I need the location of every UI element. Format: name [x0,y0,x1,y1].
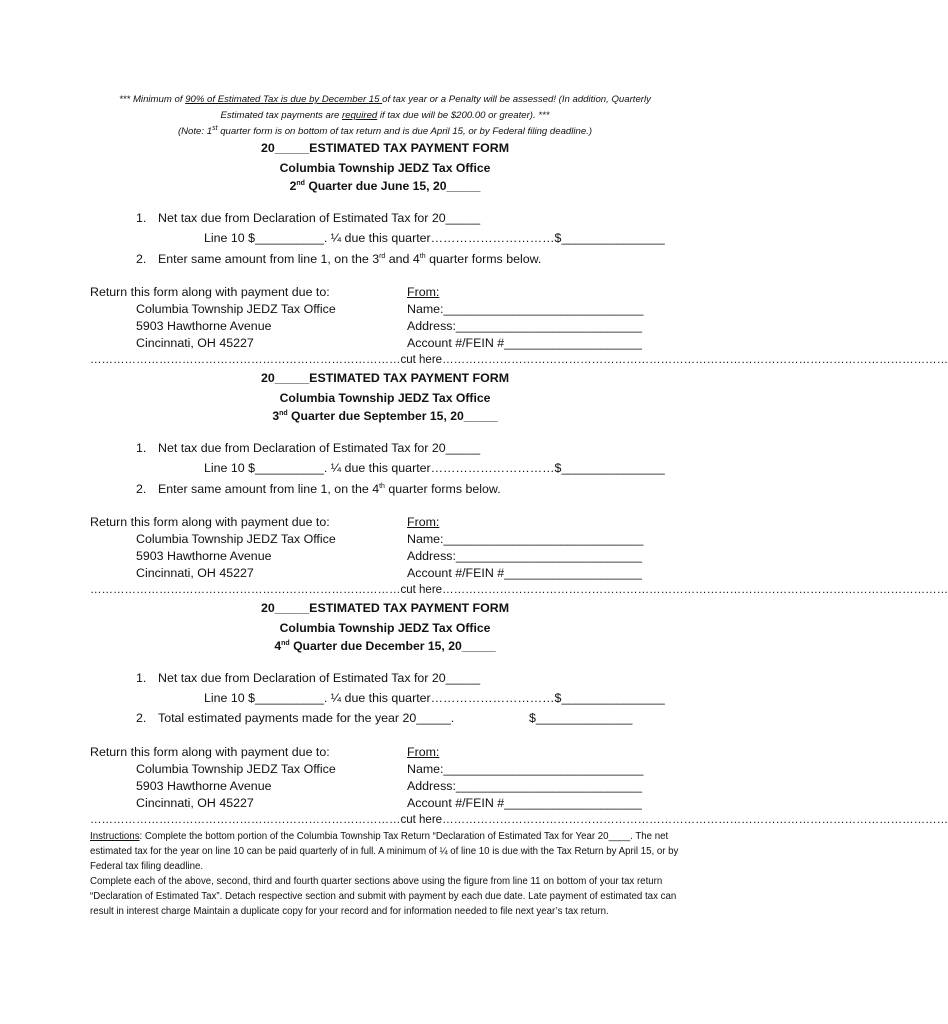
return-address-office: Columbia Township JEDZ Tax Office [136,762,336,776]
account-fein-field[interactable]: Account #/FEIN #____________________ [407,336,642,350]
address-field[interactable]: Address:___________________________ [407,319,642,333]
address-field[interactable]: Address:___________________________ [407,779,642,793]
form-quarter-due: 3nd Quarter due September 15, 20_____ [272,409,498,423]
return-address-street: 5903 Hawthorne Avenue [136,319,272,333]
cut-line: ………………………………………………………………………cut here…………………………………………………………………………………………………………………… [90,584,948,596]
notice-line-1: *** Minimum of 90% of Estimated Tax is due by December 15 of tax year or a Penalty will be assessed! (In addition, Quarterly [119,94,651,105]
form-title: 20_____ESTIMATED TAX PAYMENT FORM [260,371,510,385]
item-same-amount: 2. Enter same amount from line 1, on the 4th quarter forms below. [136,482,501,496]
from-label: From: [407,285,440,299]
from-label: From: [407,745,440,759]
form-office: Columbia Township JEDZ Tax Office [279,161,491,175]
notice-line-3: (Note: 1st quarter form is on bottom of tax return and is due April 15, or by Federal filing deadline.) [177,124,593,137]
return-address-office: Columbia Township JEDZ Tax Office [136,532,336,546]
account-fein-field[interactable]: Account #/FEIN #____________________ [407,566,642,580]
total-payments-amount[interactable]: $______________ [529,711,633,725]
instructions-label: Instructions [90,831,140,842]
form-title: 20_____ESTIMATED TAX PAYMENT FORM [260,601,510,615]
return-to-label: Return this form along with payment due to: [90,745,330,759]
notice-line-2: Estimated tax payments are required if tax due will be $200.00 or greater). *** [220,110,550,121]
item-line-10: Line 10 $__________. ¼ due this quarter…………………………$_______________ [204,231,665,245]
item-net-tax: 1. Net tax due from Declaration of Estimated Tax for 20_____ [136,211,481,225]
return-address-office: Columbia Township JEDZ Tax Office [136,302,336,316]
return-address-city: Cincinnati, OH 45227 [136,336,254,350]
return-address-city: Cincinnati, OH 45227 [136,796,254,810]
form-title: 20_____ESTIMATED TAX PAYMENT FORM [260,141,510,155]
cut-line: ………………………………………………………………………cut here…………………………………………………………………………………………………………………… [90,814,948,826]
instructions [90,829,680,919]
address-field[interactable]: Address:___________________________ [407,549,642,563]
name-field[interactable]: Name:_____________________________ [407,532,644,546]
name-field[interactable]: Name:_____________________________ [407,302,644,316]
return-to-label: Return this form along with payment due to: [90,515,330,529]
name-field[interactable]: Name:_____________________________ [407,762,644,776]
form-quarter-due: 4nd Quarter due December 15, 20_____ [274,639,496,653]
form-office: Columbia Township JEDZ Tax Office [279,621,491,635]
instructions-paragraph-1: Instructions: Complete the bottom portion of the Columbia Township Tax Return “Declaration of Estimated Tax for Year 20____. The net estimated tax for the year on line 10 can be paid quarterly of in full. A minimum of ¼ of line 10 is due with the Tax Return by April 15, or by Federal tax filing deadline. [90,831,679,872]
item-total-payments: 2. Total estimated payments made for the year 20_____. [136,711,455,725]
item-line-10: Line 10 $__________. ¼ due this quarter…………………………$_______________ [204,691,665,705]
instructions-paragraph-2: Complete each of the above, second, third and fourth quarter sections above using the figure from line 11 on bottom of your tax return “Declaration of Estimated Tax”. Detach respective section and submit with payment by each due date. Late payment of estimated tax can result in interest charge Maintain a duplicate copy for your record and for information needed to file next year’s tax return. [90,876,677,917]
item-line-10: Line 10 $__________. ¼ due this quarter…………………………$_______________ [204,461,665,475]
form-office: Columbia Township JEDZ Tax Office [279,391,491,405]
account-fein-field[interactable]: Account #/FEIN #____________________ [407,796,642,810]
from-label: From: [407,515,440,529]
item-net-tax: 1. Net tax due from Declaration of Estimated Tax for 20_____ [136,671,481,685]
item-same-amount: 2. Enter same amount from line 1, on the 3rd and 4th quarter forms below. [136,252,542,266]
return-address-street: 5903 Hawthorne Avenue [136,549,272,563]
return-address-street: 5903 Hawthorne Avenue [136,779,272,793]
cut-line: ………………………………………………………………………cut here…………………………………………………………………………………………………………………… [90,354,948,366]
form-quarter-due: 2nd Quarter due June 15, 20_____ [289,179,481,193]
item-net-tax: 1. Net tax due from Declaration of Estimated Tax for 20_____ [136,441,481,455]
return-address-city: Cincinnati, OH 45227 [136,566,254,580]
return-to-label: Return this form along with payment due to: [90,285,330,299]
